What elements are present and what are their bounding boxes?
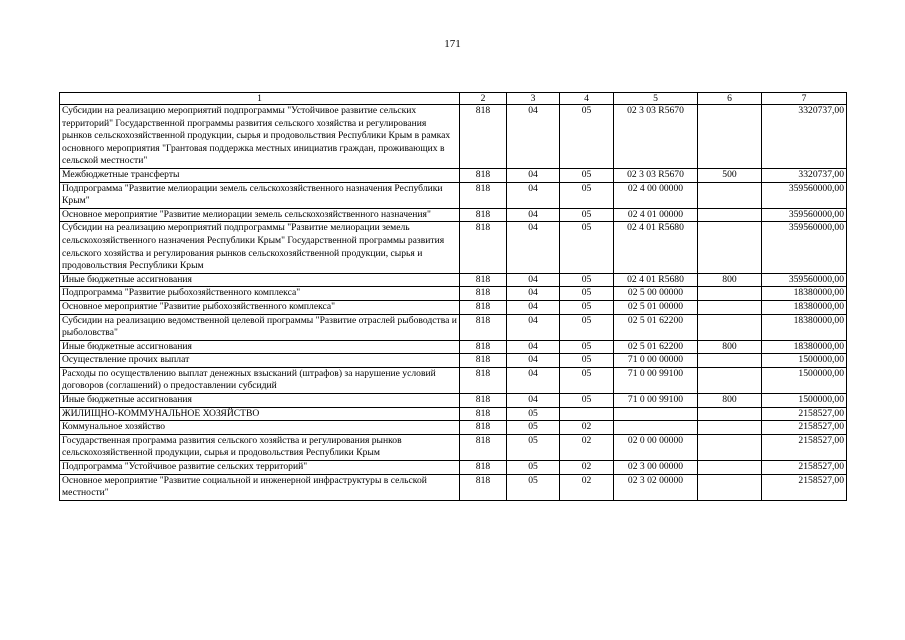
cell-expense-type: 800 xyxy=(698,340,762,354)
cell-amount: 18380000,00 xyxy=(762,287,847,301)
row-name: Субсидии на реализацию мероприятий подпрограммы "Устойчивое развитие сельских территорий" Государственной программы развития сельского хозяйства и регулирования рынков сельскохозяйственной продукции, сырья и продовольствия Республики Крым в рамках основного мероприятия "Грантовая поддержка местных инициатив граждан, проживающих в сельской местности" xyxy=(60,105,460,169)
cell-target-article: 02 4 01 R5680 xyxy=(614,273,698,287)
budget-table xyxy=(59,92,847,501)
column-header: 7 xyxy=(762,93,847,105)
cell-section: 05 xyxy=(507,474,560,500)
cell-section: 04 xyxy=(507,300,560,314)
cell-admin-code: 818 xyxy=(460,394,507,408)
cell-admin-code: 818 xyxy=(460,407,507,421)
table-row xyxy=(60,222,847,273)
cell-target-article: 71 0 00 99100 xyxy=(614,367,698,393)
cell-target-article xyxy=(614,407,698,421)
cell-target-article: 02 5 01 62200 xyxy=(614,340,698,354)
row-name: Субсидии на реализацию ведомственной целевой программы "Развитие отраслей рыбоводства и рыболовства" xyxy=(60,314,460,340)
cell-section: 05 xyxy=(507,461,560,475)
cell-admin-code: 818 xyxy=(460,222,507,273)
cell-target-article: 02 4 01 00000 xyxy=(614,208,698,222)
row-name: Основное мероприятие "Развитие рыбохозяйственного комплекса" xyxy=(60,300,460,314)
table-row xyxy=(60,394,847,408)
cell-expense-type xyxy=(698,474,762,500)
cell-admin-code: 818 xyxy=(460,340,507,354)
cell-subsection: 05 xyxy=(560,222,614,273)
cell-subsection: 05 xyxy=(560,287,614,301)
cell-target-article: 02 3 00 00000 xyxy=(614,461,698,475)
table-header-row xyxy=(60,93,847,105)
row-name: ЖИЛИЩНО-КОММУНАЛЬНОЕ ХОЗЯЙСТВО xyxy=(60,407,460,421)
cell-amount: 3320737,00 xyxy=(762,105,847,169)
cell-expense-type xyxy=(698,105,762,169)
cell-section: 04 xyxy=(507,222,560,273)
row-name: Иные бюджетные ассигнования xyxy=(60,340,460,354)
row-name: Государственная программа развития сельского хозяйства и регулирования рынков сельскохозяйственной продукции, сырья и продовольствия Республики Крым xyxy=(60,434,460,460)
table-row xyxy=(60,407,847,421)
table-row xyxy=(60,105,847,169)
cell-amount: 2158527,00 xyxy=(762,421,847,435)
cell-subsection: 05 xyxy=(560,208,614,222)
cell-expense-type: 800 xyxy=(698,394,762,408)
cell-expense-type xyxy=(698,421,762,435)
row-name: Подпрограмма "Устойчивое развитие сельских территорий" xyxy=(60,461,460,475)
cell-expense-type: 800 xyxy=(698,273,762,287)
table-row xyxy=(60,168,847,182)
cell-expense-type xyxy=(698,314,762,340)
cell-admin-code: 818 xyxy=(460,474,507,500)
row-name: Иные бюджетные ассигнования xyxy=(60,273,460,287)
cell-amount: 3320737,00 xyxy=(762,168,847,182)
cell-section: 05 xyxy=(507,421,560,435)
cell-section: 04 xyxy=(507,168,560,182)
cell-expense-type xyxy=(698,222,762,273)
cell-expense-type xyxy=(698,300,762,314)
cell-subsection: 05 xyxy=(560,340,614,354)
table-row xyxy=(60,354,847,368)
cell-admin-code: 818 xyxy=(460,287,507,301)
cell-expense-type xyxy=(698,407,762,421)
cell-section: 04 xyxy=(507,367,560,393)
cell-admin-code: 818 xyxy=(460,105,507,169)
row-name: Расходы по осуществлению выплат денежных взысканий (штрафов) за нарушение условий договоров (соглашений) о предоставлении субсидий xyxy=(60,367,460,393)
row-name: Коммунальное хозяйство xyxy=(60,421,460,435)
row-name: Основное мероприятие "Развитие мелиорации земель сельскохозяйственного назначения" xyxy=(60,208,460,222)
table-body xyxy=(60,105,847,501)
cell-amount: 359560000,00 xyxy=(762,182,847,208)
cell-target-article: 02 3 03 R5670 xyxy=(614,105,698,169)
cell-expense-type: 500 xyxy=(698,168,762,182)
cell-section: 04 xyxy=(507,182,560,208)
cell-expense-type xyxy=(698,461,762,475)
table-row xyxy=(60,474,847,500)
cell-subsection: 05 xyxy=(560,182,614,208)
cell-admin-code: 818 xyxy=(460,300,507,314)
row-name: Иные бюджетные ассигнования xyxy=(60,394,460,408)
cell-expense-type xyxy=(698,434,762,460)
cell-amount: 359560000,00 xyxy=(762,222,847,273)
cell-amount: 18380000,00 xyxy=(762,340,847,354)
cell-amount: 1500000,00 xyxy=(762,354,847,368)
cell-subsection: 05 xyxy=(560,394,614,408)
cell-section: 04 xyxy=(507,287,560,301)
row-name: Осуществление прочих выплат xyxy=(60,354,460,368)
table-row xyxy=(60,273,847,287)
cell-section: 04 xyxy=(507,340,560,354)
cell-amount: 18380000,00 xyxy=(762,314,847,340)
cell-admin-code: 818 xyxy=(460,314,507,340)
row-name: Основное мероприятие "Развитие социальной и инженерной инфраструктуры в сельской местности" xyxy=(60,474,460,500)
cell-admin-code: 818 xyxy=(460,208,507,222)
cell-expense-type xyxy=(698,367,762,393)
cell-section: 04 xyxy=(507,394,560,408)
cell-admin-code: 818 xyxy=(460,367,507,393)
table-row xyxy=(60,461,847,475)
row-name: Субсидии на реализацию мероприятий подпрограммы "Развитие мелиорации земель сельскохозяйственного назначения Республики Крым" Государственной программы развития сельского хозяйства и регулирования рынков сельскохозяйственной продукции, сырья и продовольствия Республики Крым xyxy=(60,222,460,273)
cell-section: 05 xyxy=(507,434,560,460)
cell-admin-code: 818 xyxy=(460,168,507,182)
cell-subsection: 02 xyxy=(560,461,614,475)
cell-target-article: 02 0 00 00000 xyxy=(614,434,698,460)
cell-amount: 359560000,00 xyxy=(762,208,847,222)
cell-subsection: 05 xyxy=(560,314,614,340)
cell-subsection xyxy=(560,407,614,421)
cell-amount: 2158527,00 xyxy=(762,434,847,460)
table-row xyxy=(60,208,847,222)
cell-section: 04 xyxy=(507,314,560,340)
table-row xyxy=(60,287,847,301)
cell-subsection: 05 xyxy=(560,168,614,182)
cell-amount: 1500000,00 xyxy=(762,394,847,408)
cell-admin-code: 818 xyxy=(460,273,507,287)
cell-section: 04 xyxy=(507,208,560,222)
cell-section: 04 xyxy=(507,273,560,287)
cell-subsection: 05 xyxy=(560,273,614,287)
column-header: 5 xyxy=(614,93,698,105)
cell-target-article: 02 5 01 62200 xyxy=(614,314,698,340)
row-name: Подпрограмма "Развитие рыбохозяйственного комплекса" xyxy=(60,287,460,301)
cell-target-article xyxy=(614,421,698,435)
table-row xyxy=(60,340,847,354)
cell-target-article: 02 4 00 00000 xyxy=(614,182,698,208)
table-row xyxy=(60,434,847,460)
cell-section: 04 xyxy=(507,354,560,368)
cell-subsection: 05 xyxy=(560,300,614,314)
cell-amount: 1500000,00 xyxy=(762,367,847,393)
cell-amount: 359560000,00 xyxy=(762,273,847,287)
cell-expense-type xyxy=(698,182,762,208)
cell-amount: 18380000,00 xyxy=(762,300,847,314)
cell-target-article: 71 0 00 99100 xyxy=(614,394,698,408)
cell-expense-type xyxy=(698,354,762,368)
row-name: Межбюджетные трансферты xyxy=(60,168,460,182)
cell-target-article: 02 3 03 R5670 xyxy=(614,168,698,182)
column-header: 1 xyxy=(60,93,460,105)
cell-target-article: 02 3 02 00000 xyxy=(614,474,698,500)
table-row xyxy=(60,314,847,340)
cell-expense-type xyxy=(698,208,762,222)
table-row xyxy=(60,367,847,393)
table-row xyxy=(60,182,847,208)
cell-subsection: 05 xyxy=(560,354,614,368)
column-header: 2 xyxy=(460,93,507,105)
cell-subsection: 05 xyxy=(560,105,614,169)
cell-admin-code: 818 xyxy=(460,354,507,368)
cell-amount: 2158527,00 xyxy=(762,407,847,421)
cell-section: 04 xyxy=(507,105,560,169)
cell-subsection: 05 xyxy=(560,367,614,393)
cell-admin-code: 818 xyxy=(460,182,507,208)
column-header: 6 xyxy=(698,93,762,105)
column-header: 4 xyxy=(560,93,614,105)
table-row xyxy=(60,421,847,435)
page-number: 171 xyxy=(444,38,461,50)
cell-subsection: 02 xyxy=(560,434,614,460)
cell-target-article: 71 0 00 00000 xyxy=(614,354,698,368)
cell-expense-type xyxy=(698,287,762,301)
cell-admin-code: 818 xyxy=(460,434,507,460)
cell-target-article: 02 4 01 R5680 xyxy=(614,222,698,273)
column-header: 3 xyxy=(507,93,560,105)
cell-amount: 2158527,00 xyxy=(762,461,847,475)
cell-section: 05 xyxy=(507,407,560,421)
cell-admin-code: 818 xyxy=(460,461,507,475)
cell-amount: 2158527,00 xyxy=(762,474,847,500)
row-name: Подпрограмма "Развитие мелиорации земель сельскохозяйственного назначения Республики Крым" xyxy=(60,182,460,208)
cell-subsection: 02 xyxy=(560,421,614,435)
table-row xyxy=(60,300,847,314)
cell-target-article: 02 5 00 00000 xyxy=(614,287,698,301)
cell-admin-code: 818 xyxy=(460,421,507,435)
cell-subsection: 02 xyxy=(560,474,614,500)
cell-target-article: 02 5 01 00000 xyxy=(614,300,698,314)
